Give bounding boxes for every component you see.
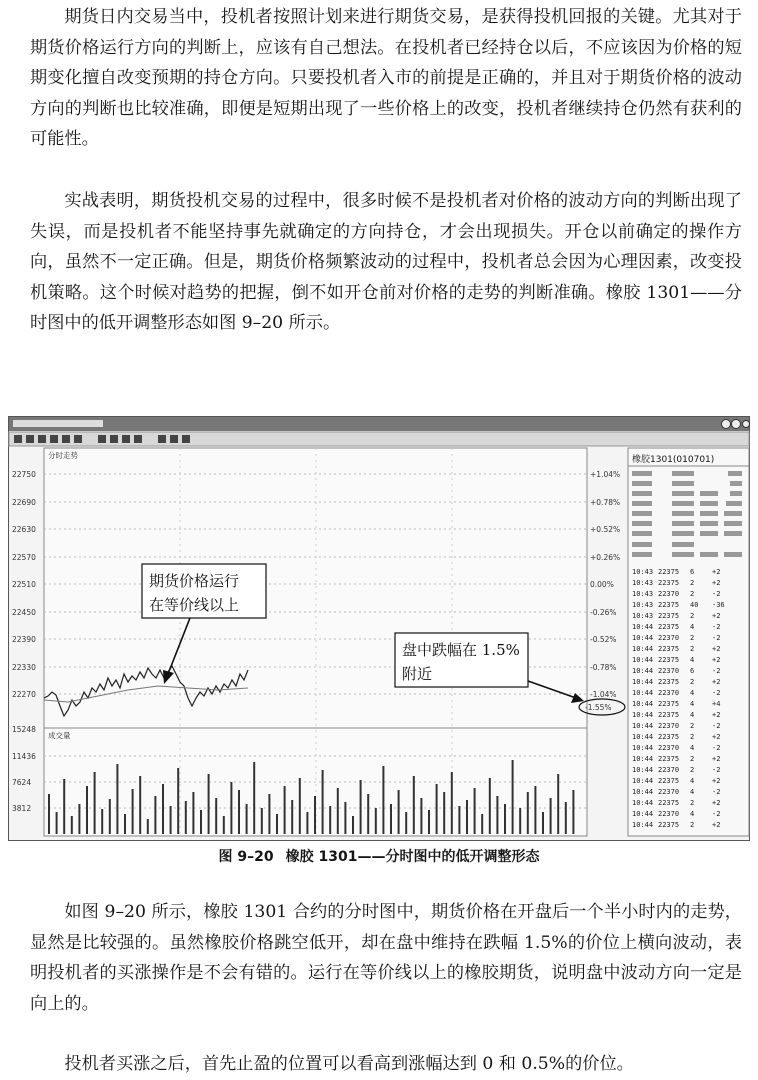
volume-bar <box>71 816 73 834</box>
volume-bar <box>208 774 210 834</box>
quote-cell: +2 <box>712 821 721 829</box>
volume-bar <box>116 764 118 834</box>
volume-bar <box>375 808 377 834</box>
quote-cell: 22375 <box>658 623 680 631</box>
left-axis-tick: 22630 <box>12 525 36 534</box>
volume-bar <box>78 804 80 834</box>
quote-cell: 40 <box>690 601 699 609</box>
quote-cell: 22370 <box>658 810 680 818</box>
intraday-chart-figure <box>8 416 750 841</box>
volume-bar <box>276 814 278 834</box>
quote-cell: 22370 <box>658 766 680 774</box>
volume-bar <box>451 772 453 834</box>
right-axis-tick: 0.00% <box>590 580 614 589</box>
right-axis-tick: +0.52% <box>590 525 621 534</box>
left-axis-tick: 22270 <box>12 690 36 699</box>
volume-bar <box>329 806 331 834</box>
volume-bar <box>223 816 225 834</box>
volume-bar <box>322 770 324 834</box>
volume-bar <box>48 794 50 834</box>
volume-bar <box>382 766 384 834</box>
volume-label: 成交量 <box>48 731 71 740</box>
volume-bar <box>139 776 141 834</box>
quote-cell: 10:44 <box>632 733 654 741</box>
left-axis-tick: 22510 <box>12 580 36 589</box>
quote-cell: 22375 <box>658 678 680 686</box>
volume-bar <box>101 809 103 834</box>
quote-cell: 10:44 <box>632 645 654 653</box>
figure-number: 图 9–20 <box>218 849 274 865</box>
quote-cell: -2 <box>712 667 721 675</box>
right-axis-tick: -1.04% <box>590 690 617 699</box>
volume-bar <box>230 782 232 834</box>
quote-cell: 2 <box>690 612 695 620</box>
quote-cell: 10:44 <box>632 744 654 752</box>
quote-cell: 4 <box>690 810 695 818</box>
body-paragraph-4: 投机者买涨之后，首先止盈的位置可以看高到涨幅达到 0 和 0.5%的价位。 <box>64 1054 634 1074</box>
volume-bar <box>109 799 111 834</box>
quote-cell: 22375 <box>658 799 680 807</box>
volume-bar <box>314 796 316 834</box>
volume-bar <box>512 760 514 834</box>
right-axis-tick: +0.78% <box>590 498 621 507</box>
volume-bar <box>306 812 308 834</box>
quote-cell: 4 <box>690 788 695 796</box>
quote-cell: 22370 <box>658 667 680 675</box>
volume-axis-tick: 3812 <box>12 804 32 813</box>
volume-bar <box>215 798 217 834</box>
quote-cell: +2 <box>712 645 721 653</box>
quote-cell: -2 <box>712 744 721 752</box>
volume-bar <box>557 774 559 834</box>
volume-bar <box>474 788 476 834</box>
quote-cell: 22370 <box>658 788 680 796</box>
quote-cell: 2 <box>690 821 695 829</box>
volume-bar <box>550 798 552 834</box>
quote-cell: 2 <box>690 766 695 774</box>
quote-cell: +2 <box>712 678 721 686</box>
quote-cell: 22370 <box>658 634 680 642</box>
quote-cell: +2 <box>712 733 721 741</box>
volume-bar <box>154 796 156 834</box>
quote-cell: 10:44 <box>632 788 654 796</box>
quote-cell: 4 <box>690 623 695 631</box>
volume-bar <box>147 819 149 834</box>
volume-bar <box>132 789 134 834</box>
quote-cell: -36 <box>712 601 725 609</box>
quote-cell: 10:44 <box>632 678 654 686</box>
volume-bar <box>360 780 362 834</box>
maximize-icon <box>732 420 741 429</box>
quote-cell: 22370 <box>658 722 680 730</box>
quote-cell: 10:44 <box>632 821 654 829</box>
quote-cell: 2 <box>690 634 695 642</box>
quote-cell: 2 <box>690 579 695 587</box>
quote-cell: 10:44 <box>632 722 654 730</box>
quote-cell: -2 <box>712 623 721 631</box>
quote-cell: 4 <box>690 777 695 785</box>
quote-cell: 22375 <box>658 579 680 587</box>
volume-bar <box>94 772 96 834</box>
quote-cell: 10:44 <box>632 799 654 807</box>
callout-2-line-2: 附近 <box>402 665 433 683</box>
quote-cell: 2 <box>690 733 695 741</box>
volume-bar <box>253 762 255 834</box>
minute-chart-label: 分时走势 <box>48 451 78 460</box>
right-axis-tick-circled: -1.55% <box>585 703 612 712</box>
quote-cell: 22375 <box>658 700 680 708</box>
close-icon <box>743 421 750 428</box>
quote-cell: 10:43 <box>632 579 654 587</box>
volume-bar <box>238 790 240 834</box>
quote-cell: 10:44 <box>632 766 654 774</box>
quote-cell: 6 <box>690 667 695 675</box>
body-paragraph-2: 实战表明，期货投机交易的过程中，很多时候不是投机者对价格的波动方向的判断出现了失误，而是投机者不能坚持事先就确定的方向持仓，才会出现损失。开仓以前确定的操作方向，虽然不一定正确。但是，期货价格频繁波动的过程中，投机者总会因为心理因素，改变投机策略。这个时候对趋势的把握，倒不如开仓前对价格的走势的判断准确。橡胶 1301——分时图中的低开调整形态如图 9–20 所示。 <box>30 191 742 334</box>
quote-cell: 2 <box>690 645 695 653</box>
volume-bar <box>177 768 179 834</box>
left-axis-tick: 22570 <box>12 553 36 562</box>
volume-axis-tick: 11436 <box>12 752 36 761</box>
volume-bar <box>344 802 346 834</box>
volume-bar <box>170 806 172 834</box>
volume-bar <box>63 779 65 834</box>
quote-cell: -2 <box>712 810 721 818</box>
quote-cell: +2 <box>712 579 721 587</box>
quote-cell: +2 <box>712 656 721 664</box>
volume-bar <box>496 796 498 834</box>
volume-bar <box>436 784 438 834</box>
quote-cell: 2 <box>690 799 695 807</box>
quote-cell: 10:43 <box>632 601 654 609</box>
quote-cell: 22375 <box>658 733 680 741</box>
figure-title: 橡胶 1301——分时图中的低开调整形态 <box>285 849 540 865</box>
quote-cell: 4 <box>690 744 695 752</box>
volume-bar <box>284 786 286 834</box>
volume-bar <box>390 804 392 834</box>
quote-cell: 10:44 <box>632 810 654 818</box>
volume-bar <box>572 790 574 834</box>
quote-cell: 6 <box>690 568 695 576</box>
callout-2-line-1: 盘中跌幅在 1.5% <box>402 641 520 659</box>
volume-bar <box>413 776 415 834</box>
volume-bar <box>185 801 187 834</box>
quote-cell: 22375 <box>658 656 680 664</box>
quote-cell: 10:44 <box>632 667 654 675</box>
volume-bar <box>352 816 354 834</box>
quote-cell: -2 <box>712 766 721 774</box>
quote-cell: +2 <box>712 711 721 719</box>
quote-cell: -2 <box>712 722 721 730</box>
right-axis-tick: -0.26% <box>590 608 617 617</box>
quote-cell: +2 <box>712 612 721 620</box>
volume-bar <box>428 810 430 834</box>
quote-cell: 4 <box>690 711 695 719</box>
volume-bar <box>504 804 506 834</box>
quote-cell: 10:44 <box>632 634 654 642</box>
quote-cell: +2 <box>712 799 721 807</box>
volume-bar <box>268 794 270 834</box>
quote-cell: 10:44 <box>632 689 654 697</box>
volume-bar <box>489 778 491 834</box>
volume-bar <box>405 812 407 834</box>
volume-bar <box>481 814 483 834</box>
quote-cell: 2 <box>690 722 695 730</box>
volume-bar <box>337 788 339 834</box>
quote-cell: 10:44 <box>632 623 654 631</box>
right-axis-tick: -0.52% <box>590 635 617 644</box>
volume-bar <box>458 806 460 834</box>
left-axis-tick: 22330 <box>12 663 36 672</box>
quote-cell: +2 <box>712 777 721 785</box>
callout-1-line-2: 在等价线以上 <box>149 596 240 614</box>
quote-cell: 2 <box>690 755 695 763</box>
volume-bar <box>86 786 88 834</box>
volume-bar <box>466 800 468 834</box>
quote-cell: 22375 <box>658 711 680 719</box>
volume-bar <box>443 792 445 834</box>
quote-cell: 10:44 <box>632 656 654 664</box>
left-axis-tick: 22390 <box>12 635 36 644</box>
volume-axis-tick: 7624 <box>12 778 32 787</box>
minimize-icon <box>722 420 731 429</box>
quote-cell: 22375 <box>658 612 680 620</box>
quote-cell: 22375 <box>658 755 680 763</box>
volume-bar <box>192 792 194 834</box>
quote-cell: 2 <box>690 678 695 686</box>
quote-cell: 22375 <box>658 777 680 785</box>
quote-cell: 2 <box>690 590 695 598</box>
right-axis-tick: +0.26% <box>590 553 621 562</box>
quote-cell: 22370 <box>658 689 680 697</box>
quote-cell: 4 <box>690 700 695 708</box>
quote-cell: 10:44 <box>632 777 654 785</box>
volume-bar <box>261 808 263 834</box>
chart-toolbar <box>9 432 749 446</box>
volume-bar <box>124 814 126 834</box>
volume-bar <box>534 786 536 834</box>
volume-bar <box>299 778 301 834</box>
body-paragraph-3: 如图 9–20 所示，橡胶 1301 合约的分时图中，期货价格在开盘后一个半小时内的走势，显然是比较强的。虽然橡胶价格跳空低开，却在盘中维持在跌幅 1.5%的价位上横向波动，表明投机者的买涨操作是不会有错的。运行在等价线以上的橡胶期货，说明盘中波动方向一定是向上的。 <box>30 902 742 1014</box>
quote-cell: 4 <box>690 689 695 697</box>
quote-cell: +2 <box>712 568 721 576</box>
quote-cell: 22370 <box>658 744 680 752</box>
quote-cell: 10:43 <box>632 568 654 576</box>
volume-bar <box>200 810 202 834</box>
volume-bar <box>398 790 400 834</box>
right-axis-tick: +1.04% <box>590 470 621 479</box>
quote-cell: 22375 <box>658 601 680 609</box>
volume-bar <box>367 794 369 834</box>
quote-cell: 10:44 <box>632 700 654 708</box>
quote-cell: 22375 <box>658 821 680 829</box>
quote-cell: 10:43 <box>632 590 654 598</box>
left-axis-tick: 22690 <box>12 498 36 507</box>
window-title-bar <box>9 417 749 431</box>
quote-cell: 10:44 <box>632 755 654 763</box>
volume-bar <box>162 784 164 834</box>
volume-axis-tick: 15248 <box>12 725 36 734</box>
quote-cell: 22375 <box>658 645 680 653</box>
left-axis-tick: 22750 <box>12 470 36 479</box>
quote-cell: 10:44 <box>632 711 654 719</box>
volume-bar <box>246 804 248 834</box>
panel-title: 橡胶1301(010701) <box>632 455 715 465</box>
volume-bar <box>420 798 422 834</box>
volume-bar <box>56 812 58 834</box>
callout-1-line-1: 期货价格运行 <box>149 572 240 590</box>
quote-cell: 22375 <box>658 568 680 576</box>
quote-cell: -2 <box>712 634 721 642</box>
volume-bar <box>291 800 293 834</box>
volume-bar <box>565 802 567 834</box>
body-paragraph-1: 期货日内交易当中，投机者按照计划来进行期货交易，是获得投机回报的关键。尤其对于期货价格运行方向的判断上，应该有自己想法。在投机者已经持仓以后，不应该因为价格的短期变化擅自改变预期的持仓方向。只要投机者入市的前提是正确的，并且对于期货价格的波动方向的判断也比较准确，即便是短期出现了一些价格上的改变，投机者继续持仓仍然有获利的可能性。 <box>30 7 742 150</box>
quote-cell: 10:43 <box>632 612 654 620</box>
quote-cell: 22370 <box>658 590 680 598</box>
quote-cell: +2 <box>712 755 721 763</box>
volume-bar <box>542 812 544 834</box>
quote-cell: -2 <box>712 689 721 697</box>
quote-cell: 4 <box>690 656 695 664</box>
volume-bar <box>519 808 521 834</box>
quote-cell: -2 <box>712 590 721 598</box>
volume-bar <box>527 792 529 834</box>
quote-cell: +4 <box>712 700 721 708</box>
right-axis-tick: -0.78% <box>590 663 617 672</box>
quote-cell: -2 <box>712 788 721 796</box>
left-axis-tick: 22450 <box>12 608 36 617</box>
figure-caption <box>0 846 758 866</box>
